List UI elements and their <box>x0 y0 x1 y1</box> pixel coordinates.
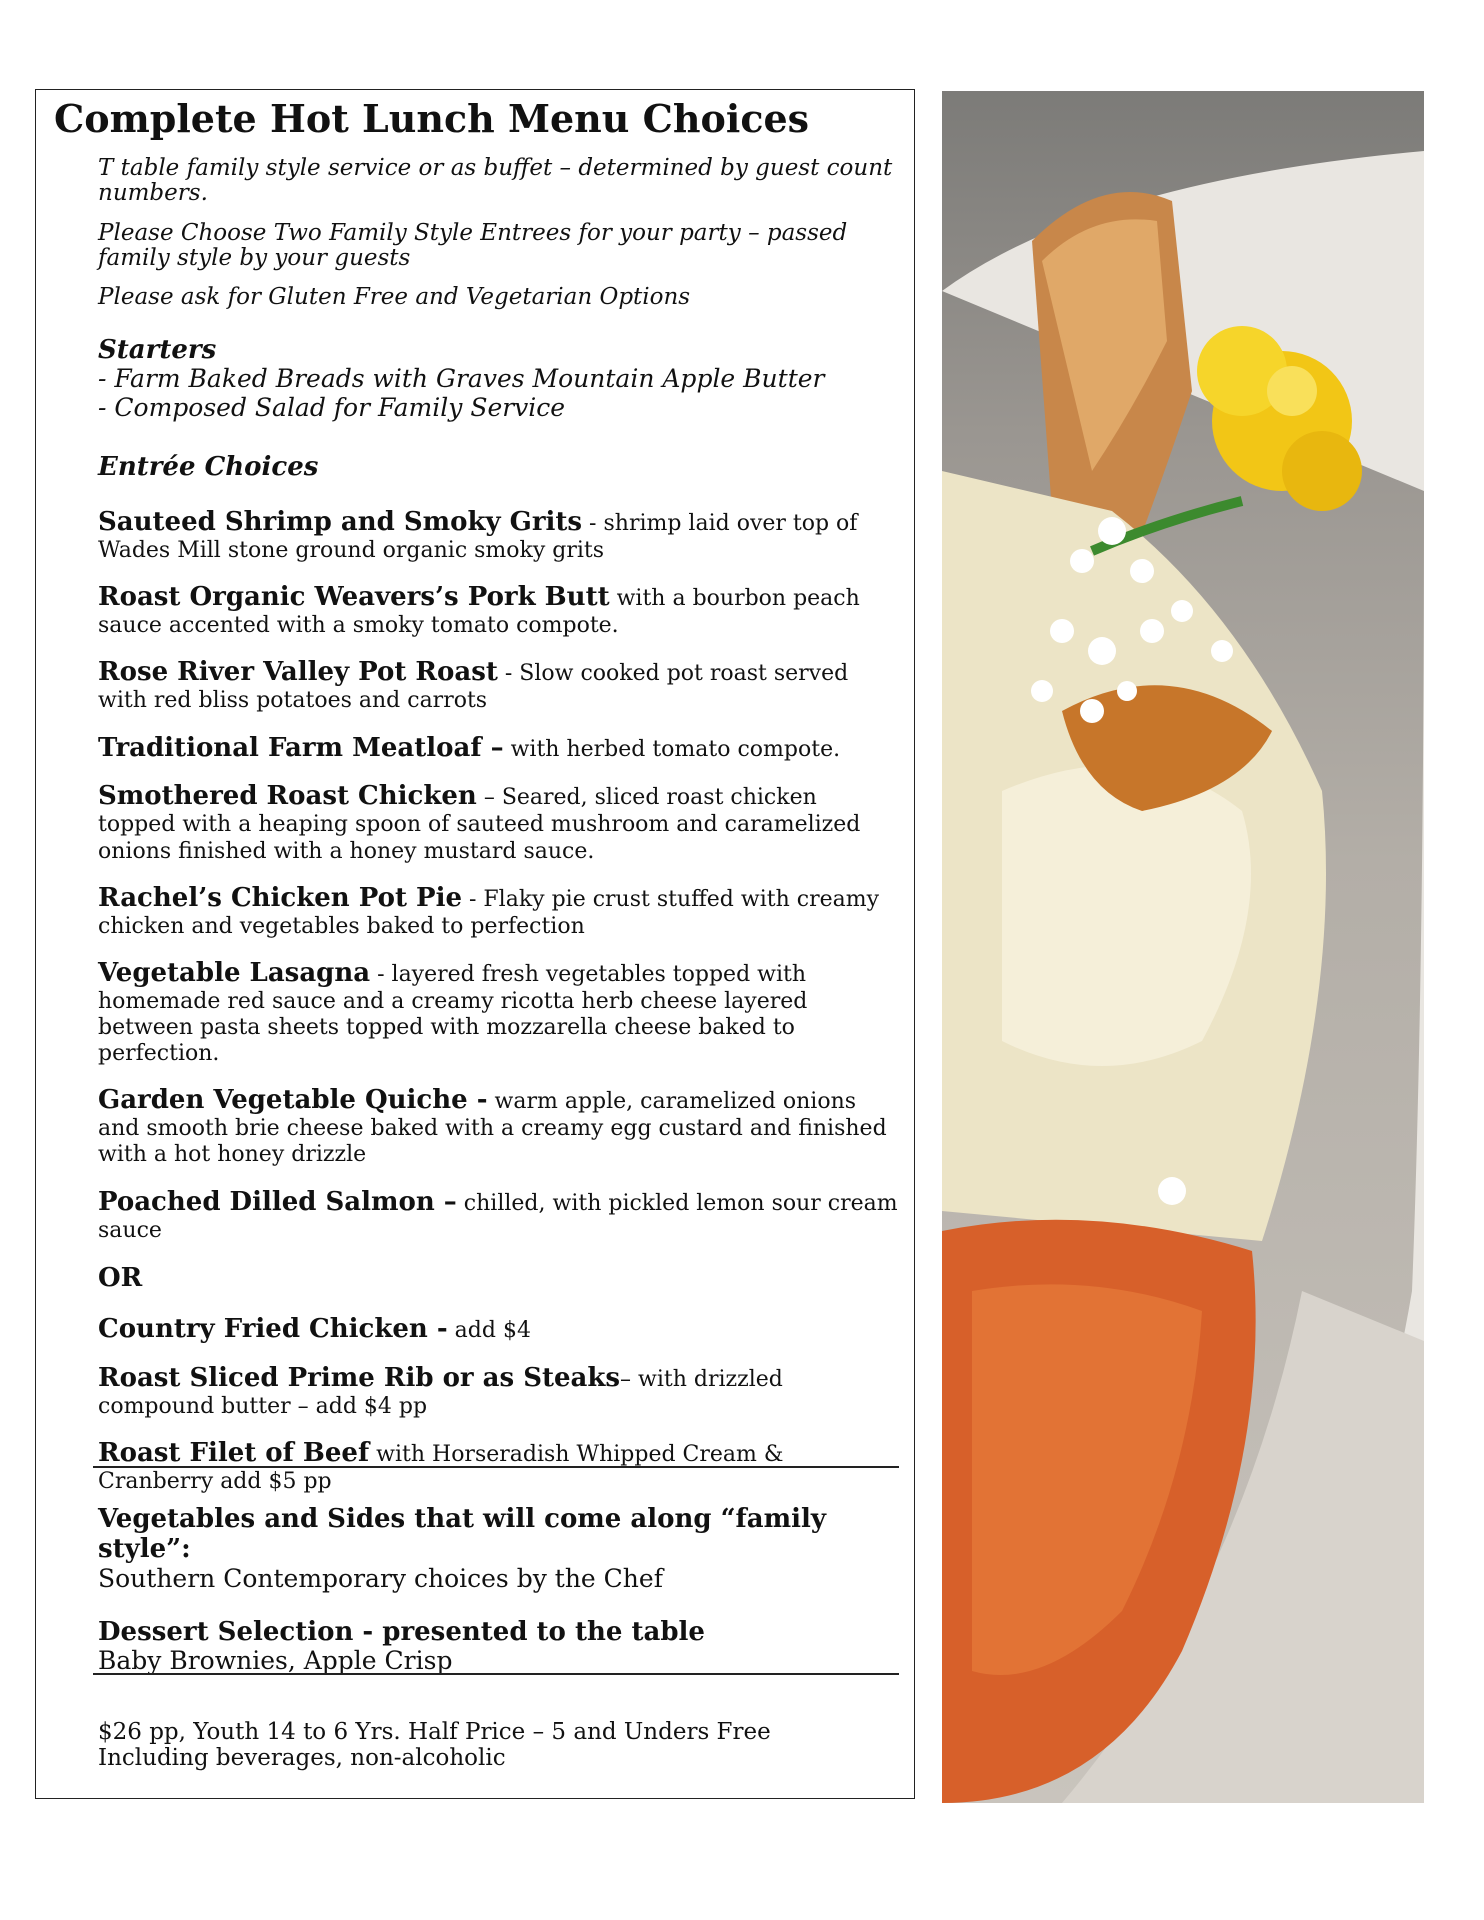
entree-desc: warm apple, caramelized onions and smooth brie cheese baked with a creamy egg custard and finished with a hot honey drizzle <box>98 1089 887 1168</box>
section-divider <box>93 1673 899 1675</box>
entree-desc: - Flaky pie crust stuffed with creamy chicken and vegetables baked to perfection <box>98 886 880 939</box>
entree-desc: - shrimp laid over top of Wades Mill stone ground organic smoky grits <box>98 511 858 564</box>
entree-item <box>98 657 898 714</box>
intro-note: Please ask for Gluten Free and Vegetarian Options <box>98 284 691 311</box>
menu-content <box>98 156 898 1513</box>
starter-item: - Farm Baked Breads with Graves Mountain Apple Butter <box>98 364 825 394</box>
entree-desc: – Seared, sliced roast chicken topped with a heaping spoon of sauteed mushroom and caramelized onions finished with a honey mustard sauce. <box>98 785 861 864</box>
or-label: OR <box>98 1262 143 1293</box>
entree-name: Roast Filet of Beef <box>98 1438 370 1469</box>
intro-notes <box>98 156 898 310</box>
entree-item <box>98 507 898 564</box>
entree-item <box>98 883 898 940</box>
quiche-photo <box>942 91 1424 1803</box>
entree-desc: - Slow cooked pot roast served with red bliss potatoes and carrots <box>98 661 849 714</box>
quiche-photo-illustration <box>942 91 1424 1803</box>
dessert-body: Baby Brownies, Apple Crisp <box>98 1646 453 1676</box>
entree-desc: with a bourbon peach sauce accented with a smoky tomato compote. <box>98 586 860 639</box>
entree-name: Country Fried Chicken - <box>98 1314 448 1345</box>
sides-heading: Vegetables and Sides that will come along “family style”: <box>98 1504 826 1564</box>
price-line: Including beverages, non-alcoholic <box>98 1745 506 1772</box>
entree-item <box>98 582 898 639</box>
entree-item <box>98 1187 898 1244</box>
entree-item <box>98 958 898 1067</box>
entree-item <box>98 781 898 864</box>
entree-name: Sauteed Shrimp and Smoky Grits <box>98 507 583 538</box>
entree-desc: with herbed tomato compote. <box>503 736 841 762</box>
entree-desc: – with drizzled compound butter – add $4 pp <box>98 1367 783 1420</box>
premium-entree-item <box>98 1314 898 1345</box>
premium-entree-item <box>98 1363 898 1420</box>
entree-name: Traditional Farm Meatloaf – <box>98 732 504 763</box>
entree-name: Roast Sliced Prime Rib or as Steaks <box>98 1363 621 1394</box>
entree-name: Roast Organic Weavers’s Pork Butt <box>98 582 610 613</box>
entree-name: Garden Vegetable Quiche - <box>98 1085 488 1116</box>
entree-name: Rachel’s Chicken Pot Pie <box>98 882 462 913</box>
menu-title: Complete Hot Lunch Menu Choices <box>54 96 810 141</box>
sides-body: Southern Contemporary choices by the Chef <box>98 1563 663 1593</box>
entree-heading: Entrée Choices <box>98 451 319 482</box>
menu-panel <box>35 89 915 1799</box>
dessert-heading: Dessert Selection - presented to the table <box>98 1616 705 1647</box>
price-line: $26 pp, Youth 14 to 6 Yrs. Half Price – 5 and Unders Free <box>98 1719 771 1745</box>
entree-name: Rose River Valley Pot Roast <box>98 657 498 688</box>
pricing-info <box>98 1719 898 1772</box>
entree-name: Smothered Roast Chicken <box>98 781 477 812</box>
entree-item <box>98 733 898 764</box>
entree-desc: chilled, with pickled lemon sour cream sauce <box>98 1190 898 1243</box>
entree-desc: with Horseradish Whipped Cream & Cranberry add $5 pp <box>98 1442 784 1495</box>
sides-section <box>98 1505 898 1700</box>
entree-name: Poached Dilled Salmon – <box>98 1186 457 1217</box>
section-divider <box>93 1466 899 1468</box>
entree-desc: - layered fresh vegetables topped with homemade red sauce and a creamy ricotta herb cheese layered between pasta sheets topped with mozzarella cheese baked to perfection. <box>98 961 808 1067</box>
entree-name: Vegetable Lasagna <box>98 957 371 988</box>
intro-note: Please Choose Two Family Style Entrees for your party – passed family style by your guests <box>98 219 848 271</box>
entree-desc: add $4 <box>447 1318 531 1344</box>
starter-item: - Composed Salad for Family Service <box>98 392 566 422</box>
entree-item <box>98 1085 898 1168</box>
starters-heading: Starters <box>98 335 217 366</box>
intro-note: T table family style service or as buffet – determined by guest count numbers. <box>98 155 893 207</box>
